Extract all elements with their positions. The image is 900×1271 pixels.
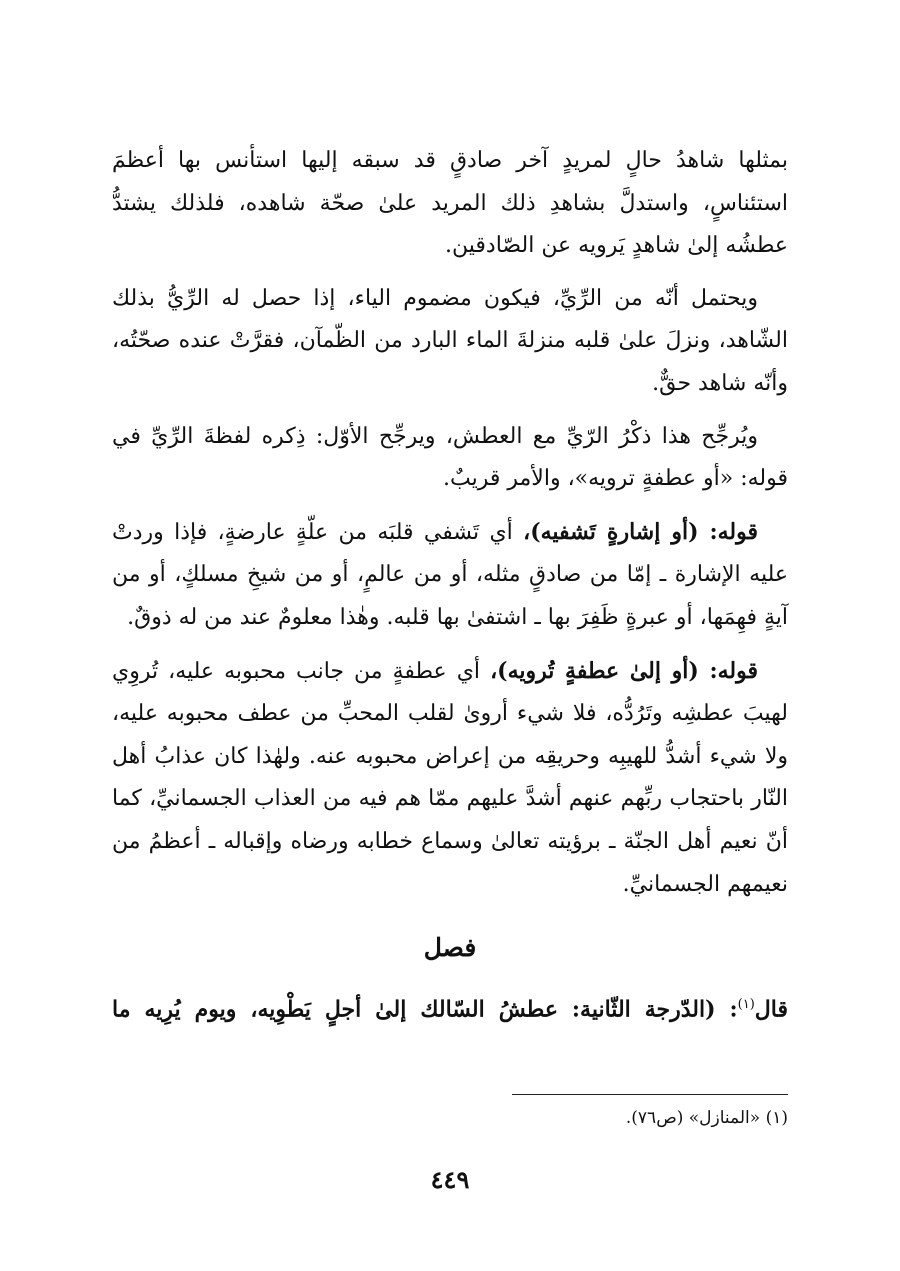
paragraph-5 bbox=[112, 650, 788, 907]
paragraph-2: ويحتمل أنّه من الرِّيِّ، فيكون مضموم الياء، إذا حصل له الرِّيُّ بذلك الشّاهد، ونزلَ علىٰ قلبه منزلةَ الماء البارد من الظّمآن، فقرَّتْ عنده صحّتُه، وأنّه شاهد حقٌّ. bbox=[112, 285, 788, 396]
paragraph-1: بمثلها شاهدُ حالٍ لمريدٍ آخر صادقٍ قد سبقه إليها استأنس بها أعظمَ استئناسٍ، واستدلَّ بشاهدِ ذلك المريد علىٰ صحّة شاهده، فلذلك يشتدُّ عطشُه إلىٰ شاهدٍ يَرويه عن الصّادقين. bbox=[112, 148, 788, 259]
final-line bbox=[112, 984, 788, 1030]
quote-label-1: قوله: (أو إشارةٍ تَشفيه)، bbox=[523, 518, 758, 545]
paragraph-4-text: أي تَشفي قلبَه من علّةٍ عارضةٍ، فإذا وردتْ عليه الإشارة ـ إمّا من صادقٍ مثله، أو من عالمٍ، أو من شيخِ مسلكٍ، أو من آيةٍ فهِمَها، أو عبرةٍ ظَفِرَ بها ـ اشتفىٰ بها قلبه. وهٰذا معلومٌ عند من له ذوقٌ. bbox=[112, 519, 788, 630]
paragraph-4 bbox=[112, 511, 788, 640]
footnote: (١) «المنازل» (ص٧٦). bbox=[625, 1108, 788, 1128]
page-body bbox=[112, 140, 788, 1030]
paragraph-5-text: أي عطفةٍ من جانب محبوبه عليه، تُروِي لهيبَ عطشِه وتَرُدُّه، فلا شيء أروىٰ لقلب المحبِّ من عطف محبوبه عليه، ولا شيء أشدُّ للهيبِه وحريقِه من إعراض محبوبه عنه. ولهٰذا كان عذابُ أهل النّار باحتجاب ربِّهم عنهم أشدَّ عليهم ممّا هم فيه من العذاب الجسمانيِّ، كما أنّ نعيم أهل الجنّة ـ برؤيته تعالىٰ وسماع خطابه ورضاه وإقباله ـ أعظمُ من نعيمهم الجسمانيِّ. bbox=[112, 658, 788, 897]
final-lead: قال bbox=[754, 996, 788, 1023]
final-text: : (الدّرجة الثّانية: عطشُ السّالك إلىٰ أجلٍ يَطْوِيه، ويوم يُرِيه ما bbox=[112, 996, 738, 1023]
quote-label-2: قوله: (أو إلىٰ عطفةٍ تُرويه)، bbox=[490, 657, 758, 684]
section-heading: فصل bbox=[423, 933, 477, 963]
page-number: ٤٤٩ bbox=[430, 1165, 470, 1194]
paragraph-3: ويُرجِّح هذا ذكْرُ الرّيِّ مع العطش، ويرجِّح الأوّل: ذِكره لفظةَ الرِّيِّ في قوله: «أو عطفةٍ ترويه»، والأمر قريبٌ. bbox=[112, 423, 788, 492]
footnote-divider bbox=[512, 1094, 788, 1095]
footnote-ref: (١) bbox=[737, 997, 755, 1013]
